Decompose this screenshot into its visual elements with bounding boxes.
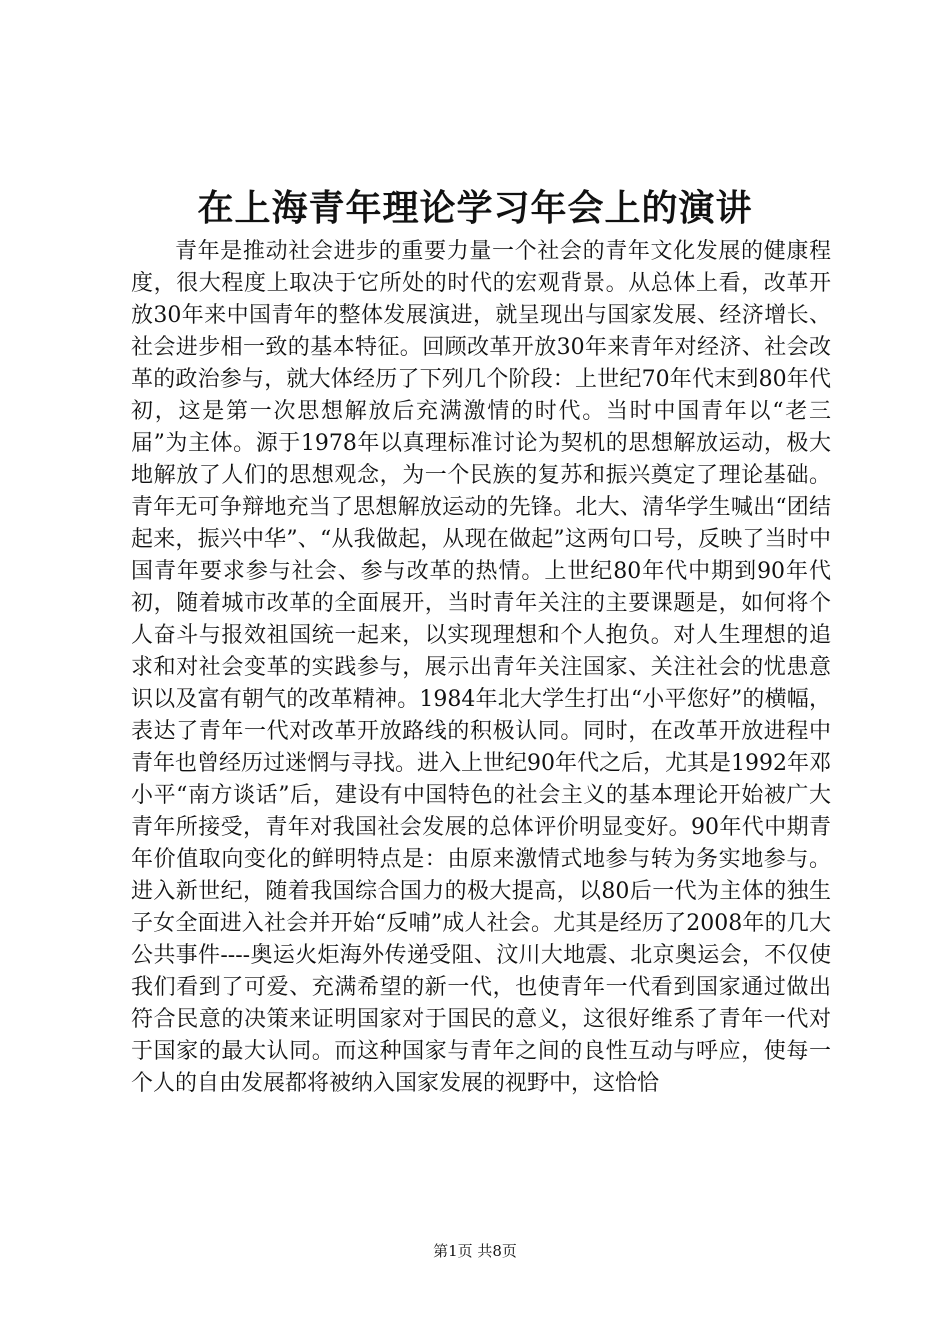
page-total: 共8页 bbox=[477, 1242, 517, 1260]
page-footer bbox=[0, 1240, 950, 1262]
body-paragraph: 青年是推动社会进步的重要力量一个社会的青年文化发展的健康程度，很大程度上取决于它所处的时代的宏观背景。从总体上看，改革开放30年来中国青年的整体发展演进，就呈现出与国家发展、经济增长、社会进步相一致的基本特征。回顾改革开放30年来青年对经济、社会改革的政治参与，就大体经历了下列几个阶段：上世纪70年代末到80年代初，这是第一次思想解放后充满激情的时代。当时中国青年以“老三届”为主体。源于1978年以真理标准讨论为契机的思想解放运动，极大地解放了人们的思想观念，为一个民族的复苏和振兴奠定了理论基础。青年无可争辩地充当了思想解放运动的先锋。北大、清华学生喊出“团结起来，振兴中华”、“从我做起，从现在做起”这两句口号，反映了当时中国青年要求参与社会、参与改革的热情。上世纪80年代中期到90年代初，随着城市改革的全面展开，当时青年关注的主要课题是，如何将个人奋斗与报效祖国统一起来，以实现理想和个人抱负。对人生理想的追求和对社会变革的实践参与，展示出青年关注国家、关注社会的忧患意识以及富有朝气的改革精神。1984年北大学生打出“小平您好”的横幅，表达了青年一代对改革开放路线的积极认同。同时，在改革开放进程中青年也曾经历过迷惘与寻找。进入上世纪90年代之后，尤其是1992年邓小平“南方谈话”后，建设有中国特色的社会主义的基本理论开始被广大青年所接受，青年对我国社会发展的总体评价明显变好。90年代中期青年价值取向变化的鲜明特点是：由原来激情式地参与转为务实地参与。进入新世纪，随着我国综合国力的极大提高，以80后一代为主体的独生子女全面进入社会并开始“反哺”成人社会。尤其是经历了2008年的几大公共事件----奥运火炬海外传递受阻、汶川大地震、北京奥运会，不仅使我们看到了可爱、充满希望的新一代，也使青年一代看到国家通过做出符合民意的决策来证明国家对于国民的意义，这很好维系了青年一代对于国家的最大认同。而这种国家与青年之间的良性互动与呼应，使每一个人的自由发展都将被纳入国家发展的视野中，这恰恰 bbox=[131, 239, 831, 1096]
page-number: 第1页 bbox=[433, 1242, 473, 1260]
document-title: 在上海青年理论学习年会上的演讲 bbox=[197, 187, 753, 229]
